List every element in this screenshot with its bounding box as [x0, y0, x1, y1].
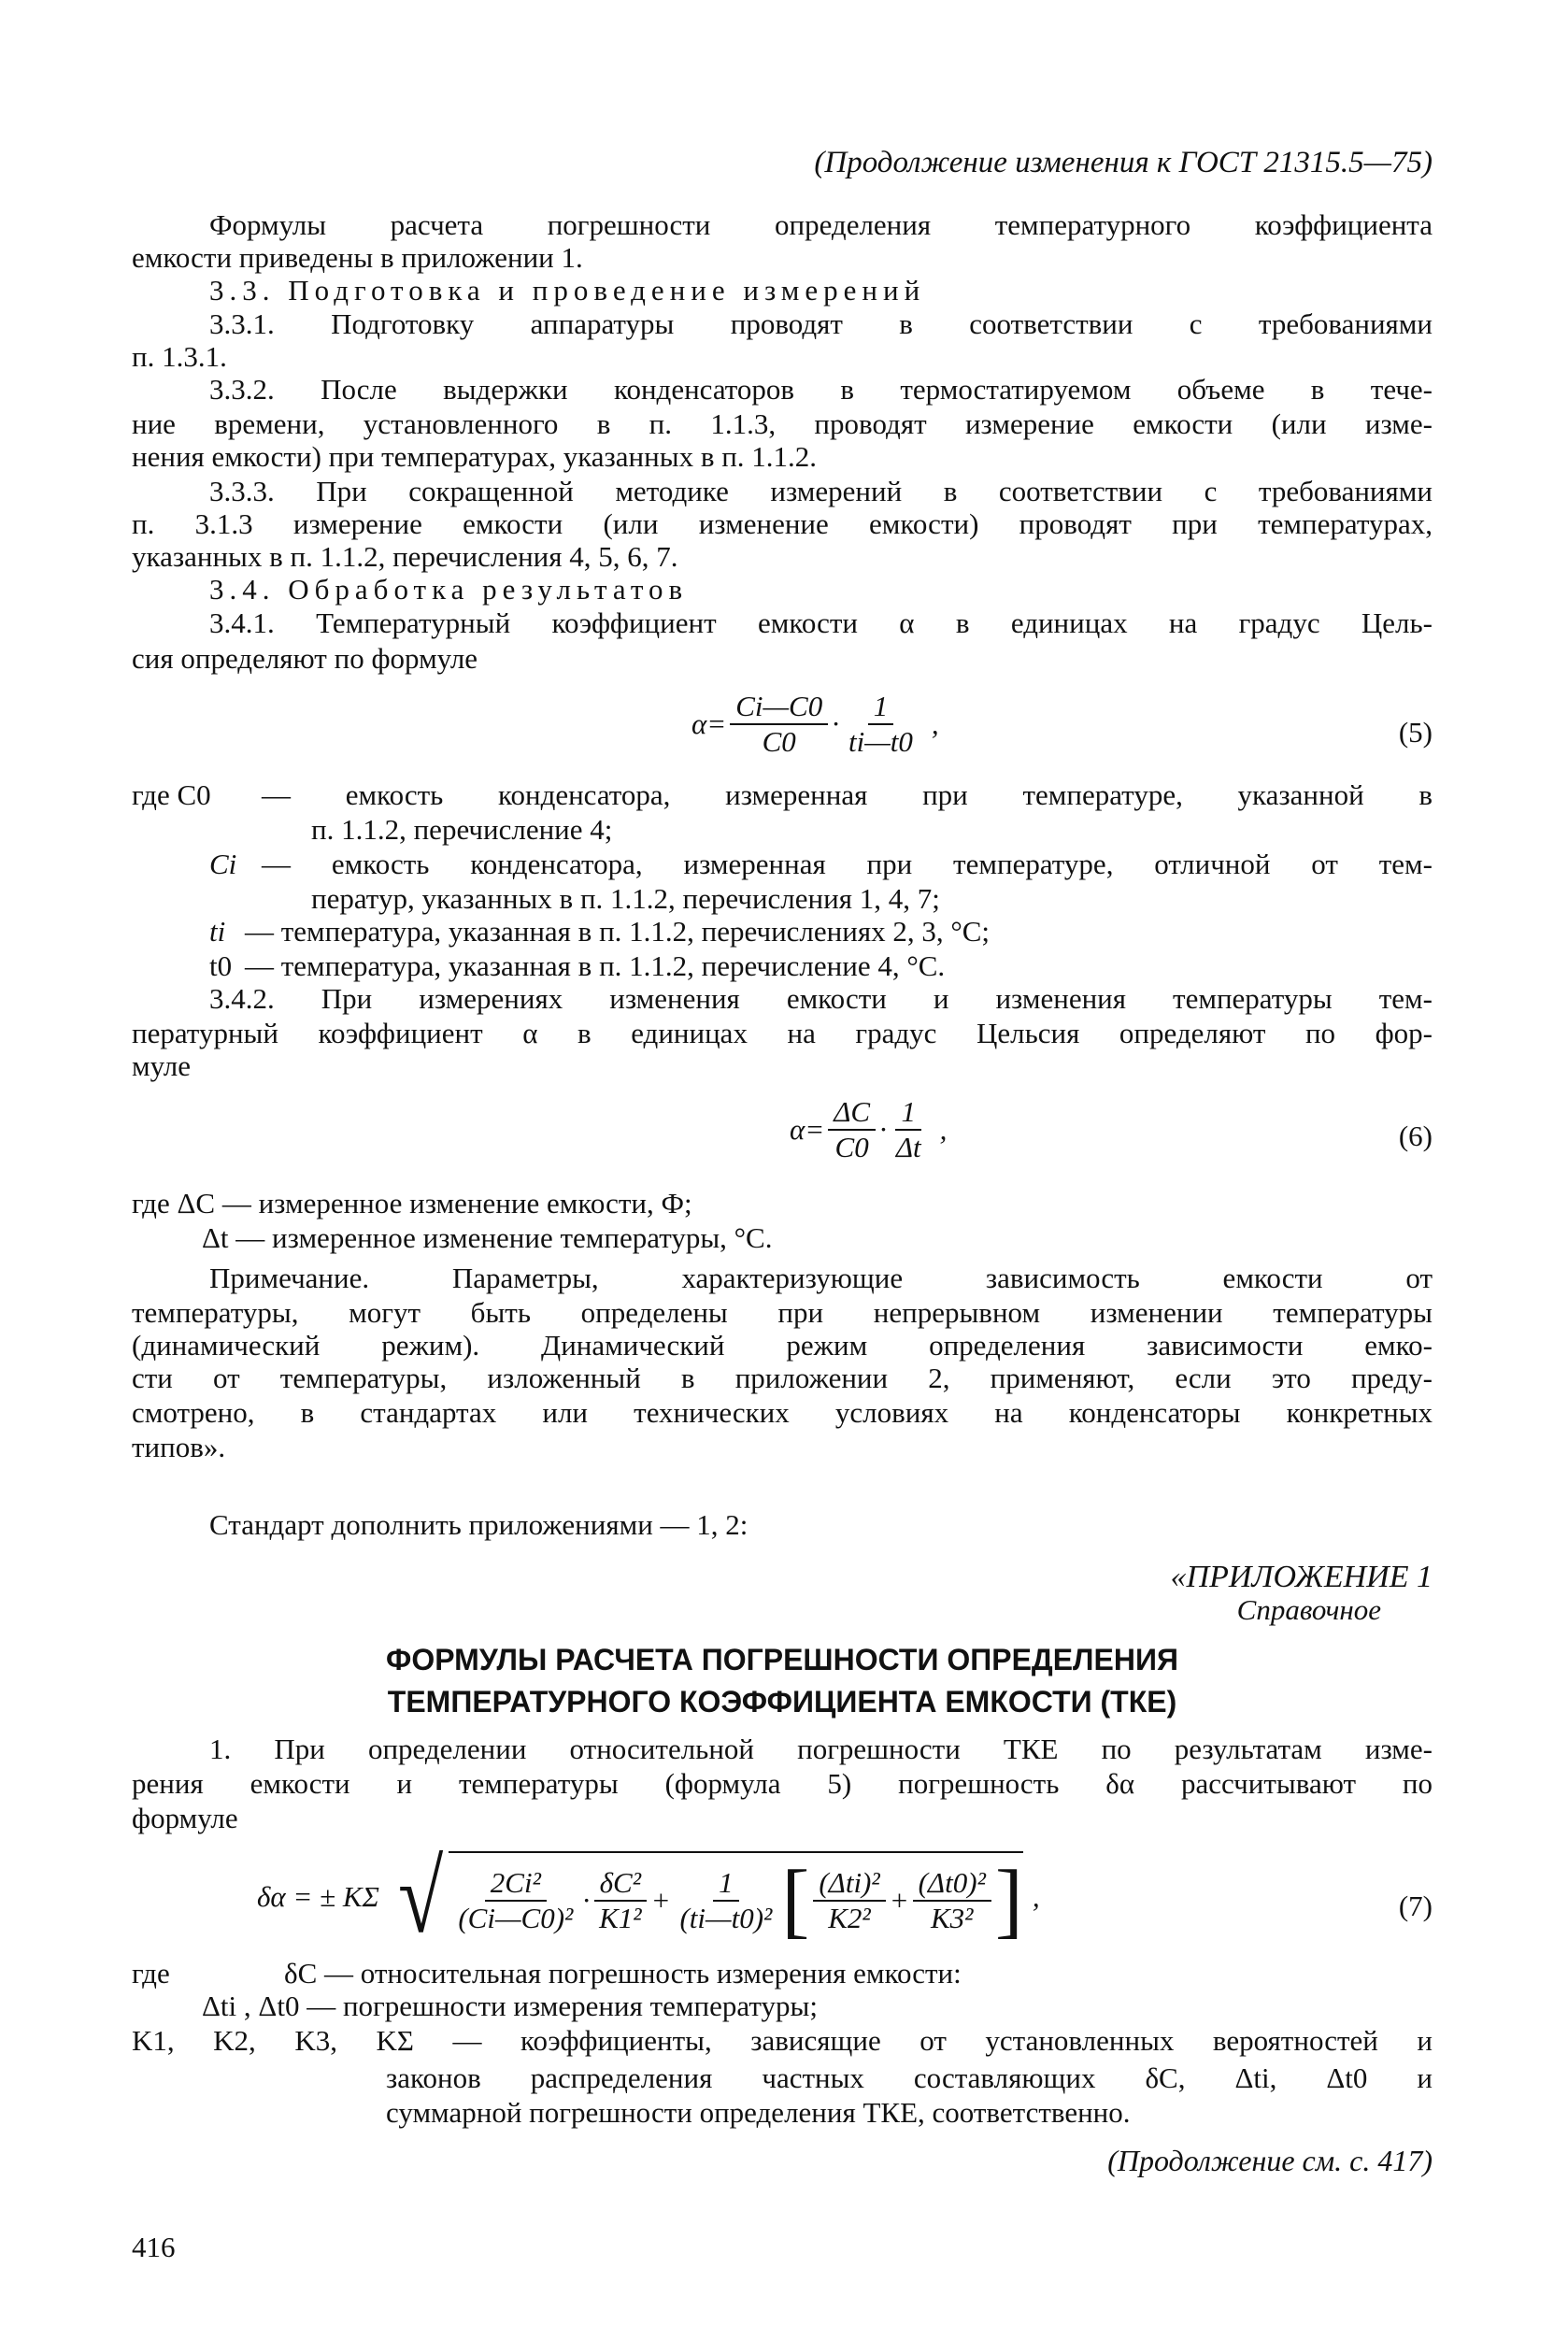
operator: ·	[582, 1884, 591, 1917]
operator: ·	[879, 1113, 887, 1146]
denominator: K2²	[828, 1902, 871, 1934]
comma: ,	[931, 707, 939, 740]
bracket-left: [	[781, 1854, 810, 1947]
equation-number-5: (5)	[1398, 716, 1433, 749]
radicand	[449, 1851, 1023, 1947]
denominator: K1²	[599, 1902, 642, 1934]
paragraph-line: муле	[132, 1049, 191, 1082]
continued-note: (Продолжение см. с. 417)	[1107, 2144, 1433, 2177]
formula-lhs: α=	[691, 707, 727, 740]
standard-line: Стандарт дополнить приложениями — 1, 2:	[209, 1508, 748, 1541]
fraction	[730, 690, 828, 759]
numerator: ΔC	[828, 1095, 876, 1131]
paragraph-line: 1. При определении относительной погрешности ТКЕ по результатам изме-	[209, 1733, 1433, 1765]
note-line: (динамический режим). Динамический режим определения зависимости емко-	[132, 1329, 1433, 1362]
appendix-type: Справочное	[1236, 1593, 1381, 1626]
paragraph-line: нения емкости) при температурах, указанных в п. 1.1.2.	[132, 440, 818, 473]
definition-symbol: ti	[209, 915, 226, 948]
definition-symbol: где C0	[132, 778, 211, 811]
definition-cont: ператур, указанных в п. 1.1.2, перечисления 1, 4, 7;	[311, 882, 940, 915]
numerator: 1	[713, 1866, 739, 1902]
definition-cont: п. 1.1.2, перечисление 4;	[311, 813, 613, 846]
fraction	[452, 1866, 578, 1935]
definition-text: — температура, указанная в п. 1.1.2, перечислениях 2, 3, °C;	[245, 915, 991, 948]
definition-symbol: t0	[209, 949, 233, 982]
definition-line: Δti , Δt0 — погрешности измерения температуры;	[202, 1990, 818, 2022]
paragraph-line: формуле	[132, 1802, 238, 1834]
where-label: где	[132, 1957, 170, 1990]
paragraph-line: 3.4.1. Температурный коэффициент емкости α в единицах на градус Цель-	[209, 606, 1433, 639]
denominator: Δt	[895, 1131, 921, 1163]
paragraph-line: 3.4.2. При измерениях изменения емкости и изменения температуры тем-	[209, 982, 1433, 1015]
fraction	[674, 1866, 777, 1935]
paragraph-line: ние времени, установленного в п. 1.1.3, проводят измерение емкости (или изме-	[132, 407, 1433, 440]
section-heading-3-3: 3.3. Подготовка и проведение измерений	[209, 274, 926, 307]
definition-text: — емкость конденсатора, измеренная при температуре, отличной от тем-	[262, 848, 1433, 880]
equation-number-7: (7)	[1398, 1890, 1433, 1922]
definition-text: — емкость конденсатора, измеренная при температуре, указанной в	[262, 778, 1433, 811]
note-line: сти от температуры, изложенный в приложении 2, применяют, если это преду-	[132, 1362, 1433, 1394]
definition-line: K1, K2, K3, KΣ — коэффициенты, зависящие от установленных вероятностей и	[132, 2024, 1433, 2057]
definition-line: законов распределения частных составляющих δC, Δti, Δt0 и	[386, 2061, 1433, 2094]
definition-line: Δt — измеренное изменение температуры, °C.	[202, 1221, 773, 1254]
comma: ,	[939, 1113, 948, 1146]
numerator: δC²	[594, 1866, 647, 1902]
fraction	[813, 1866, 885, 1935]
numerator: (Δt0)²	[913, 1866, 991, 1902]
bracket-right: ]	[994, 1854, 1023, 1947]
definition-line: где ΔC — измеренное изменение емкости, Ф;	[132, 1187, 692, 1219]
numerator: 1	[868, 690, 894, 725]
denominator: (Ci—C0)²	[458, 1902, 574, 1934]
denominator: C0	[834, 1131, 869, 1163]
fraction	[843, 690, 919, 759]
definition-text: — температура, указанная в п. 1.1.2, перечисление 4, °C.	[245, 949, 946, 982]
formula-7	[257, 1840, 1040, 1954]
paragraph-line: 3.3.1. Подготовку аппаратуры проводят в соответствии с требованиями	[209, 307, 1433, 340]
numerator: Ci—C0	[730, 690, 828, 725]
paragraph-line: п. 1.3.1.	[132, 340, 227, 373]
note-line: типов».	[132, 1431, 226, 1463]
appendix-title: ФОРМУЛЫ РАСЧЕТА ПОГРЕШНОСТИ ОПРЕДЕЛЕНИЯ	[386, 1643, 1178, 1676]
note-line: температуры, могут быть определены при непрерывном изменении температуры	[132, 1296, 1433, 1329]
fraction	[913, 1866, 991, 1935]
appendix-title: ТЕМПЕРАТУРНОГО КОЭФФИЦИЕНТА ЕМКОСТИ (ТКЕ)	[387, 1685, 1177, 1719]
denominator: C0	[762, 725, 796, 758]
operator: +	[650, 1884, 671, 1917]
paragraph-line: 3.3.3. При сокращенной методике измерений в соответствии с требованиями	[209, 475, 1433, 507]
fraction	[828, 1095, 876, 1164]
formula-5	[691, 690, 939, 759]
definition-line: суммарной погрешности определения ТКЕ, соответственно.	[386, 2096, 1131, 2129]
numerator: (Δti)²	[813, 1866, 885, 1902]
paragraph-line: указанных в п. 1.1.2, перечисления 4, 5, 6, 7.	[132, 540, 678, 573]
fraction	[891, 1095, 927, 1164]
denominator: K3²	[930, 1902, 974, 1934]
numerator: 1	[895, 1095, 921, 1131]
page-number: 416	[132, 2231, 176, 2263]
operator: ·	[832, 707, 839, 740]
numerator: 2Ci²	[485, 1866, 547, 1902]
paragraph-line: п. 3.1.3 измерение емкости (или изменение емкости) проводят при температурах,	[132, 507, 1433, 540]
running-header: (Продолжение изменения к ГОСТ 21315.5—75)	[814, 146, 1433, 179]
definition-line: δC — относительная погрешность измерения емкости:	[284, 1957, 962, 1990]
paragraph-line: сия определяют по формуле	[132, 642, 478, 675]
paragraph-line: пературный коэффициент α в единицах на градус Цельсия определяют по фор-	[132, 1017, 1433, 1049]
paragraph-line: рения емкости и температуры (формула 5) погрешность δα рассчитывают по	[132, 1767, 1433, 1800]
equation-number-6: (6)	[1398, 1120, 1433, 1152]
square-root	[392, 1840, 1023, 1954]
section-heading-3-4: 3.4. Обработка результатов	[209, 573, 689, 606]
paragraph-line: Формулы расчета погрешности определения температурного коэффициента	[209, 208, 1433, 241]
fraction	[593, 1866, 647, 1935]
denominator: (ti—t0)²	[679, 1902, 773, 1934]
formula-lhs: α=	[790, 1113, 825, 1146]
paragraph-line: емкости приведены в приложении 1.	[132, 241, 583, 274]
note-line: Примечание. Параметры, характеризующие зависимость емкости от	[209, 1262, 1433, 1294]
radical-sign: √	[398, 1840, 444, 1954]
operator: +	[889, 1884, 909, 1917]
definition-symbol: Ci	[209, 848, 237, 880]
denominator: ti—t0	[848, 725, 913, 758]
formula-6	[790, 1095, 947, 1164]
appendix-label: «ПРИЛОЖЕНИЕ 1	[1170, 1560, 1433, 1594]
paragraph-line: 3.3.2. После выдержки конденсаторов в термостатируемом объеме в тече-	[209, 373, 1433, 406]
formula-lhs: δα = ± KΣ	[257, 1880, 379, 1913]
comma: ,	[1032, 1880, 1040, 1913]
note-line: смотрено, в стандартах или технических условиях на конденсаторы конкретных	[132, 1396, 1433, 1429]
